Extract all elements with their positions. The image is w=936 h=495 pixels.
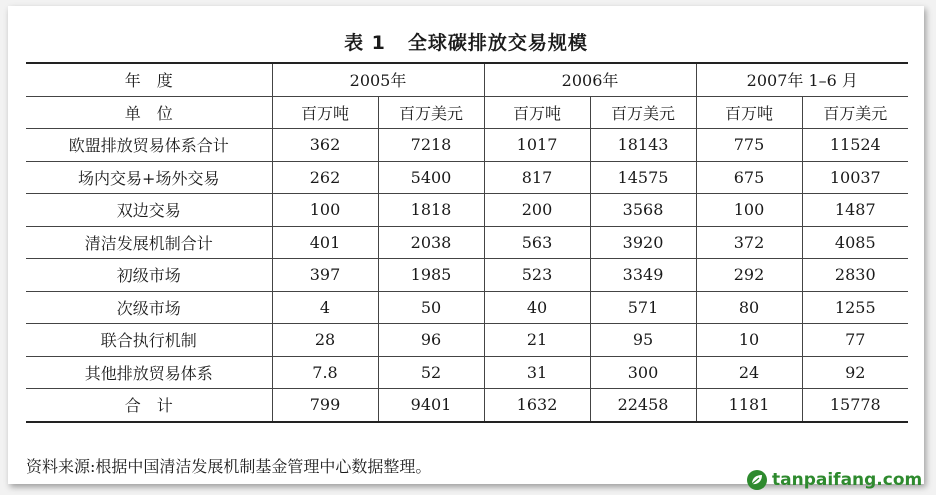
table-cell: 7218 (378, 129, 484, 162)
table-row (26, 226, 908, 259)
table-cell: 100 (696, 194, 802, 227)
table-cell: 15778 (802, 389, 908, 422)
table-cell: 1017 (484, 129, 590, 162)
table-cell: 3568 (590, 194, 696, 227)
table-cell: 24 (696, 356, 802, 389)
table-cell: 397 (272, 259, 378, 292)
row-label: 其他排放贸易体系 (26, 356, 272, 389)
table-cell: 675 (696, 161, 802, 194)
source-note: 资料来源:根据中国清洁发展机制基金管理中心数据整理。 (26, 457, 432, 476)
table-cell: 4085 (802, 226, 908, 259)
year-label: 年 度 (26, 63, 272, 96)
table-cell: 799 (272, 389, 378, 422)
table-cell: 10037 (802, 161, 908, 194)
row-label: 清洁发展机制合计 (26, 226, 272, 259)
row-label: 联合执行机制 (26, 324, 272, 357)
year-2006: 2006年 (484, 63, 696, 96)
table-cell: 200 (484, 194, 590, 227)
unit-cell: 百万美元 (378, 96, 484, 129)
unit-cell: 百万吨 (484, 96, 590, 129)
table-cell: 292 (696, 259, 802, 292)
table-number: 表 1 (344, 32, 386, 54)
unit-cell: 百万美元 (590, 96, 696, 129)
table-row (26, 324, 908, 357)
row-label: 初级市场 (26, 259, 272, 292)
table-cell: 1255 (802, 291, 908, 324)
table-cell: 1985 (378, 259, 484, 292)
row-label: 场内交易+场外交易 (26, 161, 272, 194)
table-cell: 262 (272, 161, 378, 194)
table-row (26, 259, 908, 292)
table-row (26, 389, 908, 422)
table-cell: 1818 (378, 194, 484, 227)
table-cell: 80 (696, 291, 802, 324)
row-label: 欧盟排放贸易体系合计 (26, 129, 272, 162)
table-title (8, 28, 924, 55)
table-row (26, 129, 908, 162)
year-header-row (26, 63, 908, 96)
table-body (26, 129, 908, 422)
row-label: 次级市场 (26, 291, 272, 324)
table-cell: 77 (802, 324, 908, 357)
unit-header-row (26, 96, 908, 129)
year-2005: 2005年 (272, 63, 484, 96)
table-cell: 2830 (802, 259, 908, 292)
table-cell: 92 (802, 356, 908, 389)
table-cell: 300 (590, 356, 696, 389)
table-cell: 22458 (590, 389, 696, 422)
table-cell: 1487 (802, 194, 908, 227)
table-cell: 1632 (484, 389, 590, 422)
table-cell: 40 (484, 291, 590, 324)
table-cell: 372 (696, 226, 802, 259)
table-title-text: 全球碳排放交易规模 (407, 32, 588, 54)
row-label: 合 计 (26, 389, 272, 422)
emissions-trading-table (26, 62, 908, 423)
table-cell: 817 (484, 161, 590, 194)
site-watermark (746, 468, 922, 492)
table-row (26, 194, 908, 227)
table-cell: 7.8 (272, 356, 378, 389)
table-cell: 11524 (802, 129, 908, 162)
table-cell: 563 (484, 226, 590, 259)
unit-cell: 百万美元 (802, 96, 908, 129)
table-cell: 3920 (590, 226, 696, 259)
table-cell: 5400 (378, 161, 484, 194)
table-cell: 100 (272, 194, 378, 227)
table-cell: 1181 (696, 389, 802, 422)
watermark-text: tanpaifang.com (772, 470, 923, 490)
table-row (26, 291, 908, 324)
table-cell: 362 (272, 129, 378, 162)
table-cell: 10 (696, 324, 802, 357)
table-row (26, 161, 908, 194)
table-cell: 96 (378, 324, 484, 357)
table-cell: 95 (590, 324, 696, 357)
document-page (8, 6, 924, 490)
table-cell: 52 (378, 356, 484, 389)
table-cell: 9401 (378, 389, 484, 422)
table-cell: 2038 (378, 226, 484, 259)
table-cell: 50 (378, 291, 484, 324)
unit-cell: 百万吨 (272, 96, 378, 129)
table-cell: 3349 (590, 259, 696, 292)
leaf-icon (746, 469, 768, 491)
table-cell: 523 (484, 259, 590, 292)
unit-label: 单 位 (26, 96, 272, 129)
table-cell: 18143 (590, 129, 696, 162)
row-label: 双边交易 (26, 194, 272, 227)
table-cell: 31 (484, 356, 590, 389)
table-cell: 401 (272, 226, 378, 259)
year-2007: 2007年 1–6 月 (696, 63, 908, 96)
table-cell: 4 (272, 291, 378, 324)
table-cell: 14575 (590, 161, 696, 194)
table-cell: 571 (590, 291, 696, 324)
table-cell: 775 (696, 129, 802, 162)
table-row (26, 356, 908, 389)
table-cell: 21 (484, 324, 590, 357)
table-cell: 28 (272, 324, 378, 357)
unit-cell: 百万吨 (696, 96, 802, 129)
